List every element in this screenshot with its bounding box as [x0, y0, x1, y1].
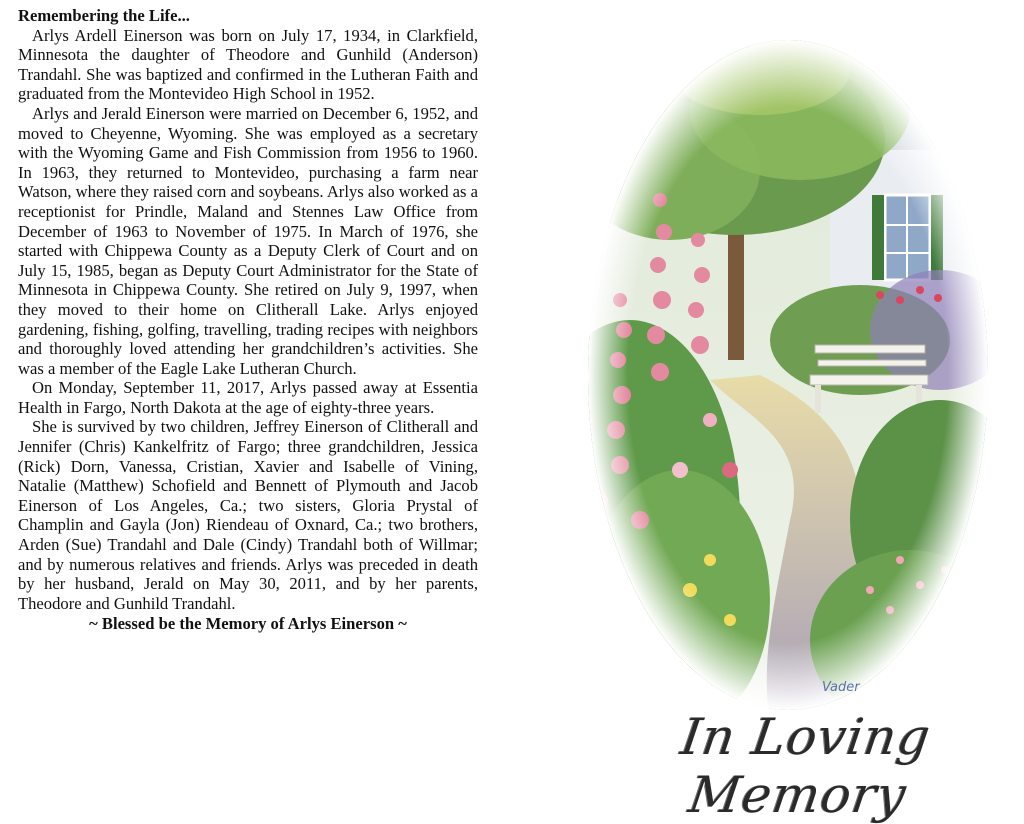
obituary-closing: ~ Blessed be the Memory of Arlys Einerson ~ — [89, 614, 407, 634]
obituary-paragraph-birth: Arlys Ardell Einerson was born on July 17, 1934, in Clarkfield, Minnesota the daughter of Theodore and Gunhild (Anderson) Trandahl. She was baptized and confirmed in the Lutheran Faith and graduated from the Montevideo High School in 1952. — [18, 25, 478, 104]
garden-painting — [560, 0, 1024, 712]
obituary-heading: Remembering the Life... — [18, 6, 190, 25]
obituary-panel — [18, 6, 478, 634]
obituary-paragraph-life: Arlys and Jerald Einerson were married on December 6, 1952, and moved to Cheyenne, Wyoming. She was employed as a secretary with the Wyoming Game and Fish Commission from 1956 to 1960. In 1963, they returned to Montevideo, purchasing a farm near Watson, where they raised corn and soybeans. Arlys also worked as a receptionist for Prindle, Maland and Stennes Law Office from December of 1963 to November of 1975. In March of 1976, she started with Chippewa County as a Deputy Clerk of Court and on July 15, 1985, began as Deputy Court Administrator for the State of Minnesota in Chippewa County. She retired on July 9, 1997, when they moved to their home on Clitherall Lake. Arlys enjoyed gardening, fishing, golfing, travelling, trading recipes with neighbors and thoroughly loved attending her grandchildren’s activities. She was a member of the Eagle Lake Lutheran Church. — [18, 103, 478, 378]
cover-panel — [560, 0, 1024, 824]
in-loving-memory-title: In Loving Memory — [677, 708, 935, 824]
artist-signature: Vader — [822, 680, 860, 695]
obituary-paragraph-passing: On Monday, September 11, 2017, Arlys passed away at Essentia Health in Fargo, North Dakota at the age of eighty-three years. — [18, 378, 478, 417]
obituary-paragraph-survivors: She is survived by two children, Jeffrey Einerson of Clitherall and Jennifer (Chris) Kankelfritz of Fargo; three grandchildren, Jessica (Rick) Dorn, Vanessa, Cristian, Xavier and Isabelle of Vining, Natalie (Matthew) Schofield and Bennett of Plymouth and Jacob Einerson of Los Angeles, Ca.; two sisters, Gloria Prystal of Champlin and Gayla (Jon) Riendeau of Oxnard, Ca.; two brothers, Arden (Sue) Trandahl and Dale (Cindy) Trandahl both of Willmar; and by numerous relatives and friends. Arlys was preceded in death by her husband, Jerald on May 30, 2011, and by her parents, Theodore and Gunhild Trandahl. — [18, 417, 478, 613]
